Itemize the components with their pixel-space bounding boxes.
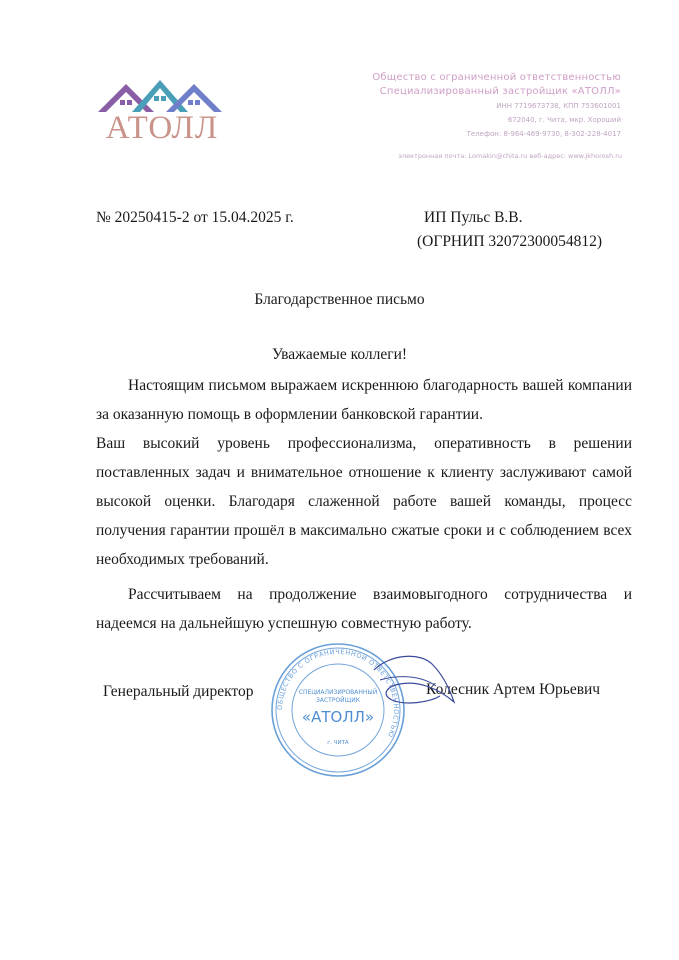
paragraph: Настоящим письмом выражаем искреннюю благодарность вашей компании за оказанную помощь в оформлении банковской гарантии. <box>96 377 632 423</box>
stamp-center-text: «АТОЛЛ» <box>301 708 375 726</box>
stamp-outer-text: ОБЩЕСТВО С ОГРАНИЧЕННОЙ ОТВЕТСТВЕННОСТЬЮ <box>275 647 401 739</box>
company-logo <box>96 74 226 154</box>
recipient-name: ИП Пульс В.В. <box>424 209 523 226</box>
paragraph: Рассчитываем на продолжение взаимовыгодного сотрудничества и надеемся на дальнейшую успешную совместную работу. <box>96 586 632 632</box>
company-line-2: Специализированный застройщик «АТОЛЛ» <box>379 86 621 97</box>
stamp-inner-line-1: СПЕЦИАЛИЗИРОВАННЫЙ <box>298 689 378 696</box>
stamp-city: г. ЧИТА <box>327 740 349 746</box>
handwritten-signature <box>370 650 460 720</box>
salutation: Уважаемые коллеги! <box>271 346 408 363</box>
company-contacts: электронная почта: Lomakin@chita.ru веб-адрес: www.jkhorosh.ru <box>398 152 622 160</box>
document-title: Благодарственное письмо <box>254 291 425 308</box>
reference-number: № 20250415-2 от 15.04.2025 г. <box>96 209 294 226</box>
company-phones: Телефон: 8-964-469-9730, 8-302-228-4017 <box>466 130 621 138</box>
signatory-name: Колесник Артем Юрьевич <box>426 681 601 698</box>
stamp-inner-line-2: ЗАСТРОЙЩИК <box>316 697 360 704</box>
company-tax-ids: ИНН 7719673738, КПП 753601001 <box>496 102 621 110</box>
company-header <box>321 71 621 141</box>
recipient-ogrnip: (ОГРНИП 32072300054812) <box>417 233 603 250</box>
company-line-1: Общество с ограниченной ответственностью <box>372 72 621 83</box>
company-address: 672040, г. Чита, мкр. Хороший <box>507 116 621 124</box>
paragraph: Ваш высокий уровень профессионализма, оперативность в решении поставленных задач и внимательное отношение к клиенту заслуживают самой высокой оценки. Благодаря слаженной работе вашей команды, процесс получения гарантии прошёл в максимально сжатые сроки и с соблюдением всех необходимых требований. <box>96 435 632 568</box>
logo-text: АТОЛЛ <box>105 110 219 146</box>
signatory-title: Генеральный директор <box>103 683 254 700</box>
letter-body <box>96 371 632 638</box>
